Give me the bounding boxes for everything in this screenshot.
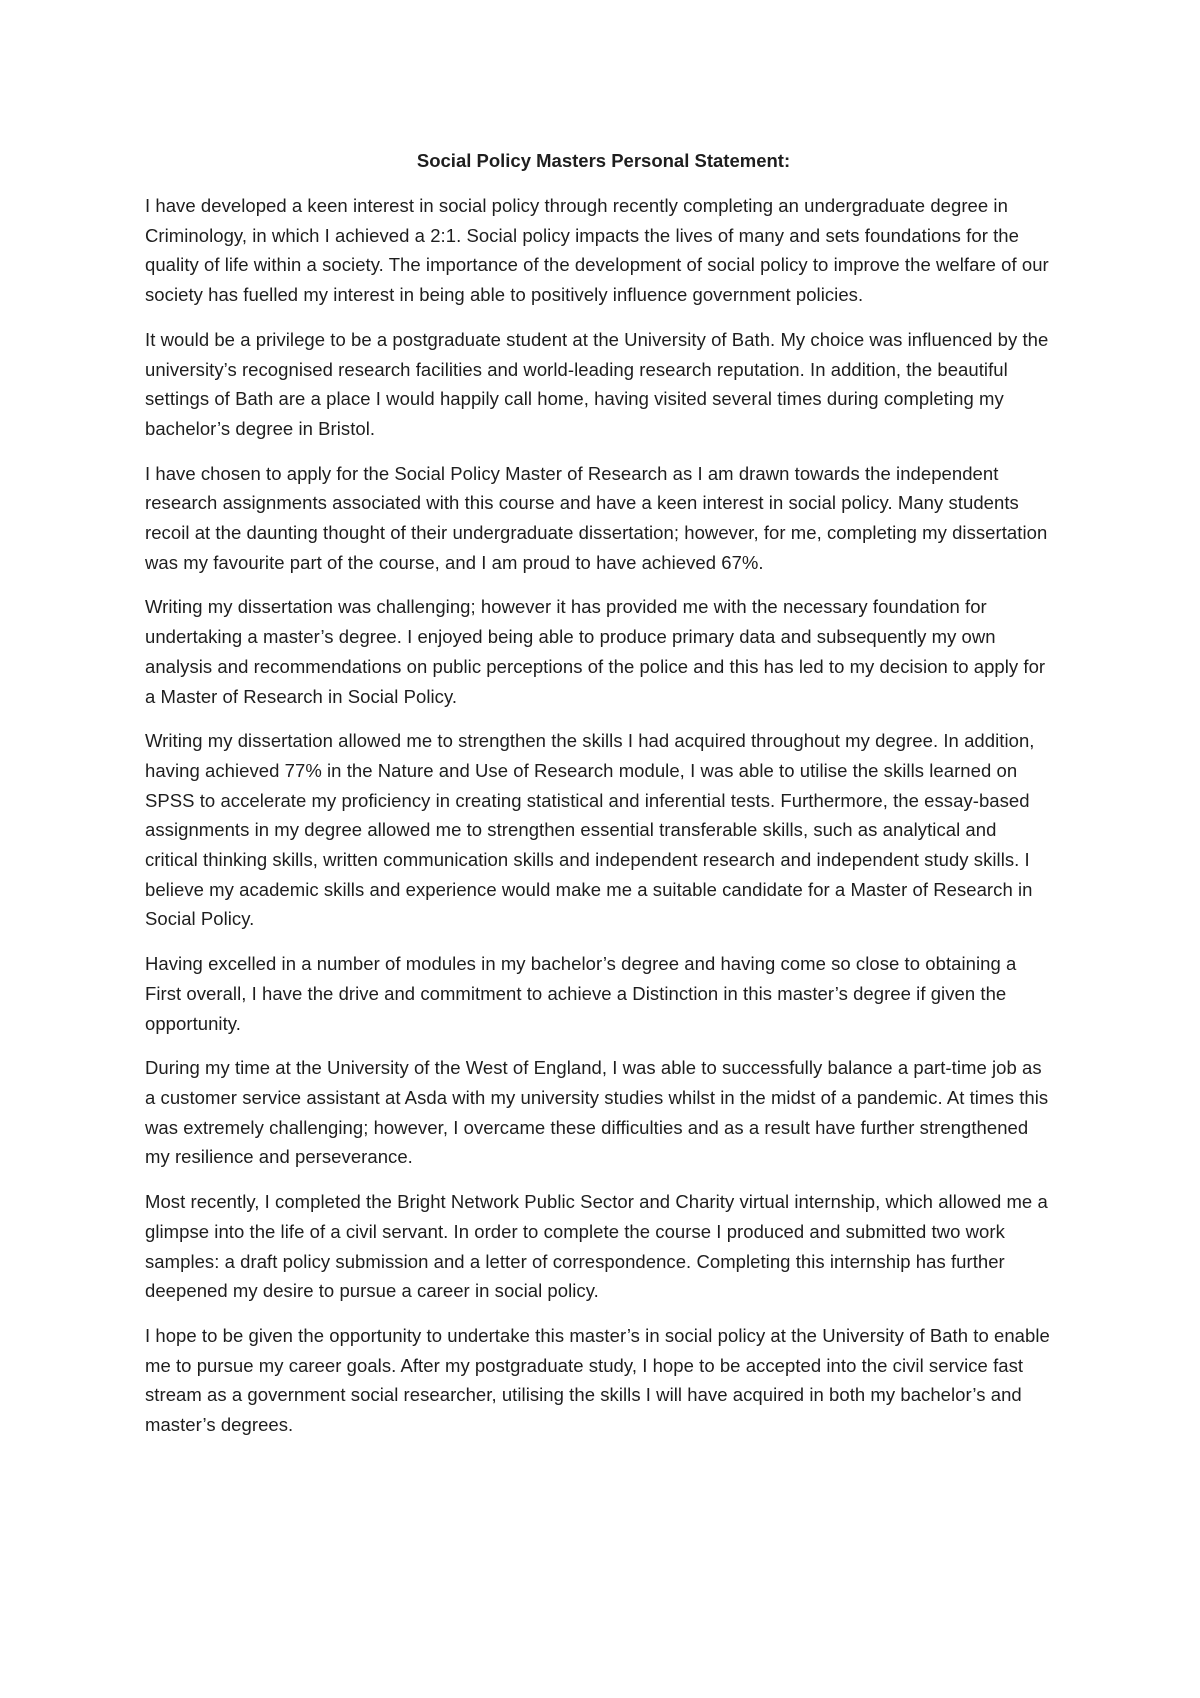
paragraph-interest: I have developed a keen interest in social policy through recently completing an undergraduate degree in Criminology, in which I achieved a 2:1. Social policy impacts the lives of many and sets foundations for the quality of life within a society. The importance of the development of social policy to improve the welfare of our society has fuelled my interest in being able to positively influence government policies. (145, 195, 1049, 306)
document-body (145, 191, 1050, 1440)
paragraph-internship: Most recently, I completed the Bright Network Public Sector and Charity virtual internship, which allowed me a glimpse into the life of a civil servant. In order to complete the course I produced and submitted two work samples: a draft policy submission and a letter of correspondence. Completing this internship has further deepened my desire to pursue a career in social policy. (145, 1191, 1048, 1302)
paragraph-university-choice: It would be a privilege to be a postgraduate student at the University of Bath. My choice was influenced by the university’s recognised research facilities and world-leading research reputation. In addition, the beautiful settings of Bath are a place I would happily call home, having visited several times during completing my bachelor’s degree in Bristol. (145, 328, 1049, 439)
paragraph-career-goals: I hope to be given the opportunity to undertake this master’s in social policy at the University of Bath to enable me to pursue my career goals. After my postgraduate study, I hope to be accepted into the civil service fast stream as a government social researcher, utilising the skills I will have acquired in both my bachelor’s and master’s degrees. (145, 1324, 1050, 1436)
paragraph-course-choice: I have chosen to apply for the Social Policy Master of Research as I am drawn towards the independent research assignments associated with this course and have a keen interest in social policy. Many students recoil at the daunting thought of their undergraduate dissertation; however, for me, completing my dissertation was my favourite part of the course, and I am proud to have achieved 67%. (145, 462, 1048, 573)
paragraph-achievement: Having excelled in a number of modules in my bachelor’s degree and having come so close to obtaining a First overall, I have the drive and commitment to achieve a Distinction in this master’s degree if given the opportunity. (145, 953, 1017, 1034)
paragraph-dissertation: Writing my dissertation was challenging; however it has provided me with the necessary foundation for undertaking a master’s degree. I enjoyed being able to produce primary data and subsequently my own analysis and recommendations on public perceptions of the police and this has led to my decision to apply for a Master of Research in Social Policy. (145, 596, 1046, 707)
paragraph-skills: Writing my dissertation allowed me to strengthen the skills I had acquired throughout my degree. In addition, having achieved 77% in the Nature and Use of Research module, I was able to utilise the skills learned on SPSS to accelerate my proficiency in creating statistical and inferential tests. Furthermore, the essay-based assignments in my degree allowed me to strengthen essential transferable skills, such as analytical and critical thinking skills, written communication skills and independent research and independent study skills. I believe my academic skills and experience would make me a suitable candidate for a Master of Research in Social Policy. (145, 730, 1035, 930)
paragraph-work-experience: During my time at the University of the West of England, I was able to successfully balance a part-time job as a customer service assistant at Asda with my university studies whilst in the midst of a pandemic. At times this was extremely challenging; however, I overcame these difficulties and as a result have further strengthened my resilience and perseverance. (145, 1057, 1049, 1168)
document-title: Social Policy Masters Personal Statement: (416, 150, 791, 171)
